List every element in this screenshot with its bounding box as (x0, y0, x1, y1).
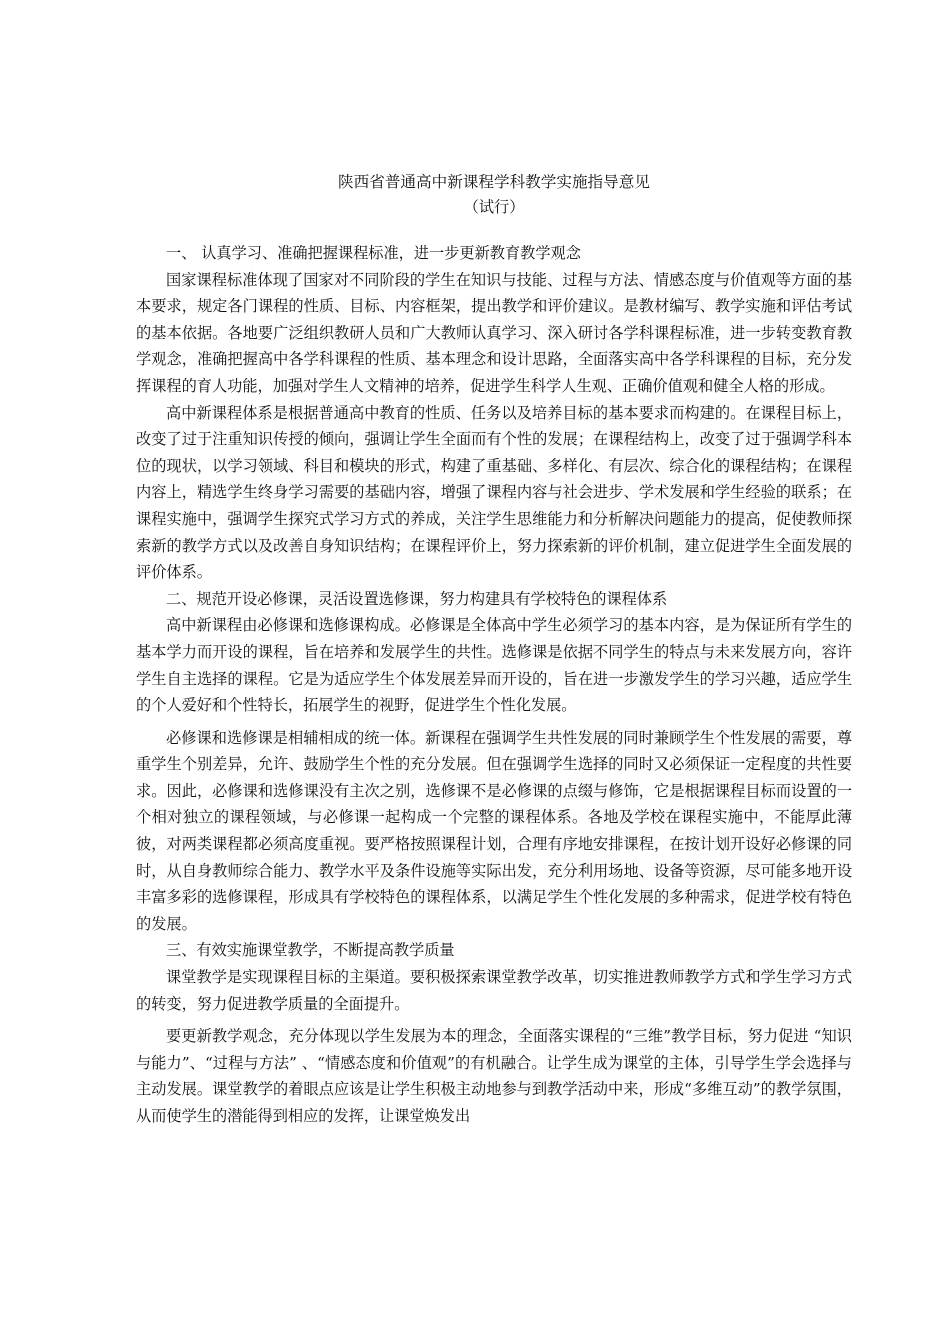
section-3-paragraph-1: 课堂教学是实现课程目标的主渠道。要积极探索课堂教学改革，切实推进教师教学方式和学生学习方式的转变，努力促进教学质量的全面提升。 (136, 968, 852, 1013)
section-2-heading: 二、规范开设必修课，灵活设置选修课，努力构建具有学校特色的课程体系 (166, 589, 668, 608)
section-2-paragraph-1: 高中新课程由必修课和选修课构成。必修课是全体高中学生必须学习的基本内容，是为保证所有学生的基本学力而开设的课程，旨在培养和发展学生的共性。选修课是依据不同学生的特点与未来发展方向，容许学生自主选择的课程。它是为适应学生个体发展差异而开设的，旨在进一步激发学生的学习兴趣，适应学生的个人爱好和个性特长，拓展学生的视野，促进学生个性化发展。 (136, 616, 852, 715)
section-2-paragraph-2: 必修课和选修课是相辅相成的统一体。新课程在强调学生共性发展的同时兼顾学生个性发展的需要，尊重学生个别差异，允许、鼓励学生个性的充分发展。但在强调学生选择的同时又必须保证一定程度的共性要求。因此，必修课和选修课没有主次之别，选修课不是必修课的点缀与修饰，它是根据课程目标而设置的一个相对独立的课程领域，与必修课一起构成一个完整的课程体系。各地及学校在课程实施中，不能厚此薄彼，对两类课程都必须高度重视。要严格按照课程计划，合理有序地安排课程，在按计划开设好必修课的同时，从自身教师综合能力、教学水平及条件设施等实际出发，充分利用场地、设备等资源，尽可能多地开设丰富多彩的选修课程，形成具有学校特色的课程体系，以满足学生个性化发展的多种需求，促进学校有特色的发展。 (136, 728, 852, 933)
document-subtitle: （试行） (463, 198, 525, 216)
document-title: 陕西省普通高中新课程学科教学实施指导意见 (338, 173, 650, 191)
document-page (136, 170, 852, 1130)
section-3-heading: 三、有效实施课堂教学，不断提高教学质量 (166, 941, 455, 960)
section-1-paragraph-2: 高中新课程体系是根据普通高中教育的性质、任务以及培养目标的基本要求而构建的。在课程目标上，改变了过于注重知识传授的倾向，强调让学生全面而有个性的发展；在课程结构上，改变了过于强调学科本位的现状，以学习领域、科目和模块的形式，构建了重基础、多样化、有层次、综合化的课程结构；在课程内容上，精选学生终身学习需要的基础内容，增强了课程内容与社会进步、学术发展和学生经验的联系；在课程实施中，强调学生探究式学习方式的养成，关注学生思维能力和分析解决问题能力的提高，促使教师探索新的教学方式以及改善自身知识结构；在课程评价上，努力探索新的评价机制，建立促进学生全面发展的评价体系。 (136, 403, 852, 582)
section-3-paragraph-2: 要更新教学观念，充分体现以学生发展为本的理念，全面落实课程的“三维”教学目标，努力促进 “知识与能力”、“过程与方法” 、“情感态度和价值观”的有机融合。让学生成为课堂的主体，引导学生学会选择与主动发展。课堂教学的着眼点应该是让学生积极主动地参与到教学活动中来，形成“多维互动”的教学氛围，从而使学生的潜能得到相应的发挥，让课堂焕发出 (136, 1027, 852, 1125)
section-1-paragraph-1: 国家课程标准体现了国家对不同阶段的学生在知识与技能、过程与方法、情感态度与价值观等方面的基本要求，规定各门课程的性质、目标、内容框架，提出教学和评价建议。是教材编写、教学实施和评估考试的基本依据。各地要广泛组织教研人员和广大教师认真学习、深入研讨各学科课程标准，进一步转变教育教学观念，准确把握高中各学科课程的性质、基本理念和设计思路，全面落实高中各学科课程的目标，充分发挥课程的育人功能，加强对学生人文精神的培养，促进学生科学人生观、正确价值观和健全人格的形成。 (136, 270, 852, 395)
section-1-heading: 一、 认真学习、准确把握课程标准，进一步更新教育教学观念 (166, 244, 581, 262)
